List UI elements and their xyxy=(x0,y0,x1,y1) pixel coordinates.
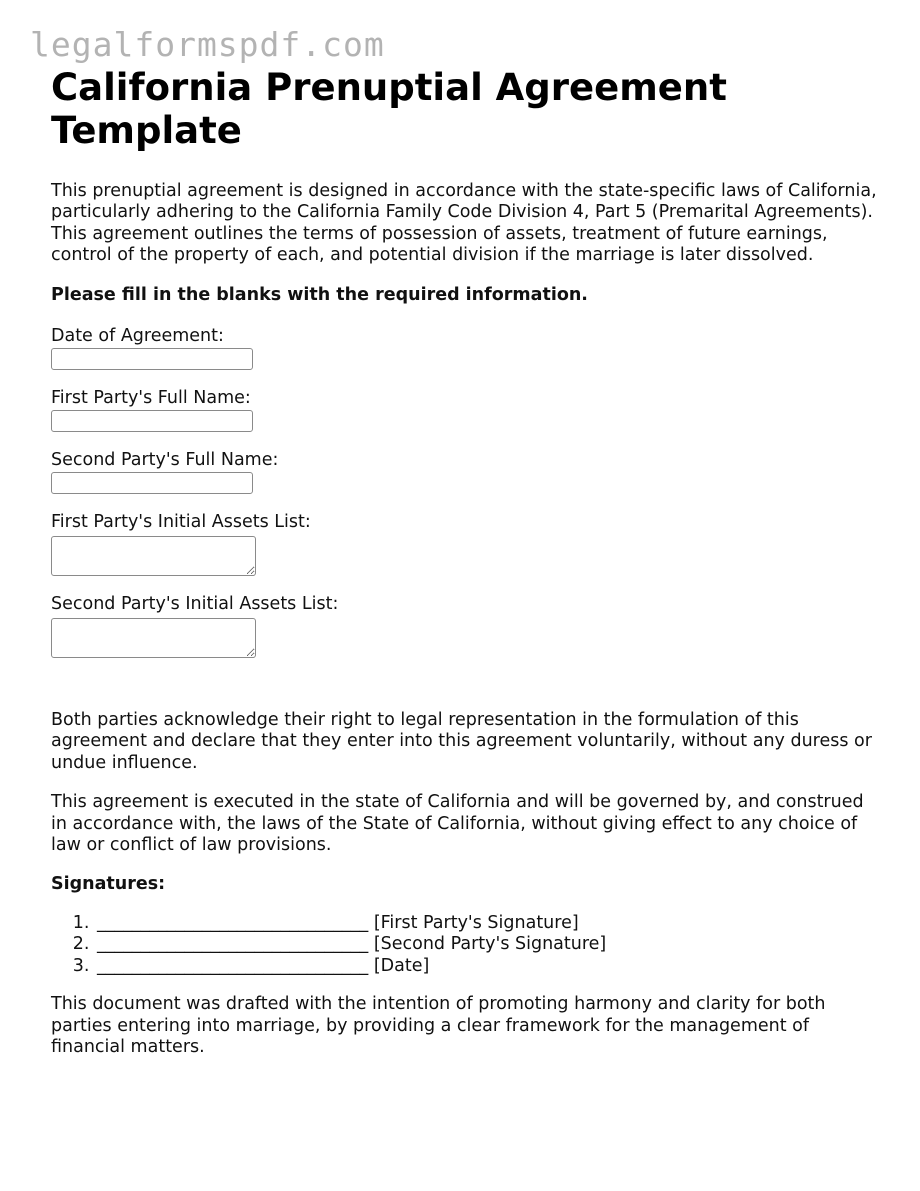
second-party-name-label: Second Party's Full Name: xyxy=(51,450,279,471)
first-party-assets-label: First Party's Initial Assets List: xyxy=(51,512,311,533)
document-page xyxy=(51,66,881,1058)
first-party-name-group xyxy=(51,388,881,432)
first-party-assets-group xyxy=(51,512,881,576)
first-party-assets-textarea[interactable] xyxy=(51,536,256,576)
date-field-group xyxy=(51,326,881,370)
second-party-assets-textarea[interactable] xyxy=(51,618,256,658)
signatures-heading: Signatures: xyxy=(51,874,166,895)
first-party-name-input[interactable] xyxy=(51,410,253,432)
acknowledgment-paragraph: Both parties acknowledge their right to legal representation in the formulation of this agreement and declare that they enter into this agreement voluntarily, without any duress or undue influence. xyxy=(51,710,872,773)
date-input[interactable] xyxy=(51,348,253,370)
closing-paragraph: This document was drafted with the intention of promoting harmony and clarity for both parties entering into marriage, by providing a clear framework for the management of financial matters. xyxy=(51,994,826,1057)
date-label: Date of Agreement: xyxy=(51,326,224,347)
watermark-text: legalformspdf.com xyxy=(30,25,385,64)
signature-line-first-party: 1. _______________________________ [First Party's Signature] xyxy=(95,913,881,934)
signature-list xyxy=(51,913,881,977)
document-title: California Prenuptial Agreement Template xyxy=(51,66,727,152)
second-party-name-input[interactable] xyxy=(51,472,253,494)
signature-line-date: 3. _______________________________ [Date] xyxy=(95,956,881,977)
execution-paragraph: This agreement is executed in the state of California and will be governed by, and construed in accordance with, the laws of the State of California, without giving effect to any choice of law or conflict of law provisions. xyxy=(51,792,864,856)
signature-line-second-party: 2. _______________________________ [Second Party's Signature] xyxy=(95,934,881,955)
second-party-name-group xyxy=(51,450,881,494)
instruction-text: Please fill in the blanks with the required information. xyxy=(51,284,588,305)
first-party-name-label: First Party's Full Name: xyxy=(51,388,251,409)
second-party-assets-group xyxy=(51,594,881,658)
intro-paragraph: This prenuptial agreement is designed in accordance with the state-specific laws of California, particularly adhering to the California Family Code Division 4, Part 5 (Premarital Agreements). This agreement outlines the terms of possession of assets, treatment of future earnings, control of the property of each, and potential division if the marriage is later dissolved. xyxy=(51,181,877,266)
second-party-assets-label: Second Party's Initial Assets List: xyxy=(51,594,339,615)
